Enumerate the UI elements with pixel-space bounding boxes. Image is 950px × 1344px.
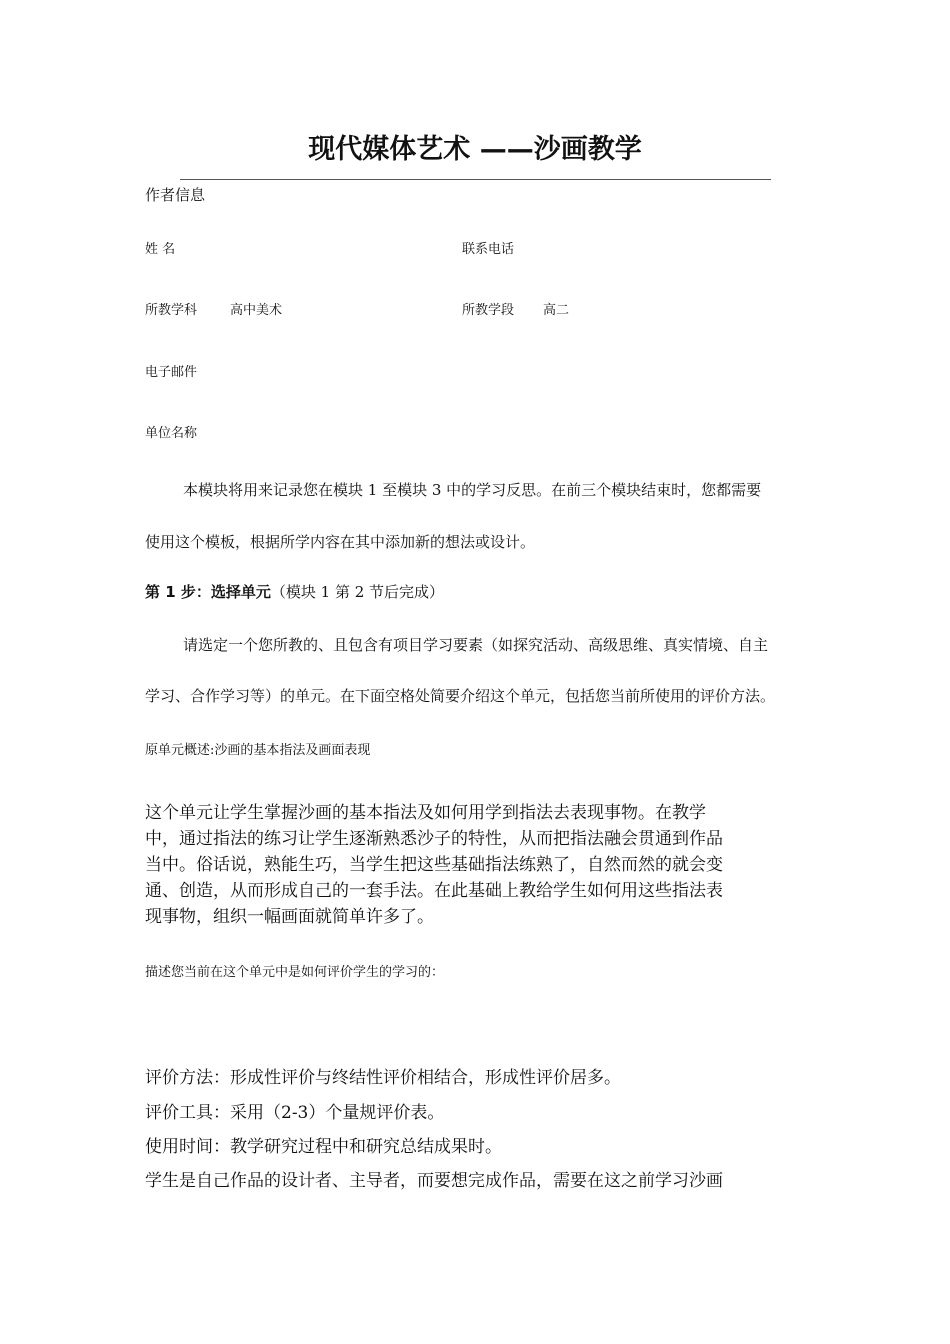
overview-label: 原单元概述:沙画的基本指法及画面表现 [145, 743, 371, 758]
step1-heading [145, 581, 444, 603]
step1-line-1: 请选定一个您所教的、且包含有项目学习要素（如探究活动、高级思维、真实情境、自主 [183, 636, 769, 654]
author-info-heading: 作者信息 [145, 186, 206, 204]
step1-line-2: 学习、合作学习等）的单元。在下面空格处简要介绍这个单元，包括您当前所使用的评价方法。 [145, 687, 776, 705]
overview-paragraph [145, 800, 805, 930]
overview-line: 通、创造，从而形成自己的一套手法。在此基础上教给学生如何用这些指法表 [145, 881, 723, 901]
grade-value: 高二 [543, 303, 570, 318]
step1-note: （模块 1 第 2 节后完成） [270, 583, 445, 601]
step1-title: 第 1 步：选择单元 [145, 583, 271, 601]
overview-line: 中，通过指法的练习让学生逐渐熟悉沙子的特性，从而把指法融会贯通到作品 [145, 829, 723, 849]
grade-label: 所教学段 [462, 303, 515, 318]
unit-label: 单位名称 [145, 426, 198, 441]
intro-line-1: 本模块将用来记录您在模块 1 至模块 3 中的学习反思。在前三个模块结束时，您都需要 [183, 481, 762, 499]
evaluation-method: 评价方法：形成性评价与终结性评价相结合，形成性评价居多。 [145, 1068, 621, 1088]
evaluation-label: 描述您当前在这个单元中是如何评价学生的学习的： [145, 965, 445, 980]
page-title: 现代媒体艺术 ——沙画教学 [308, 134, 642, 165]
overview-line: 当中。俗话说，熟能生巧，当学生把这些基础指法练熟了，自然而然的就会变 [145, 855, 723, 875]
evaluation-time: 使用时间：教学研究过程中和研究总结成果时。 [145, 1137, 502, 1157]
subject-value: 高中美术 [230, 303, 283, 318]
overview-line: 现事物，组织一幅画面就简单许多了。 [145, 907, 434, 927]
evaluation-student: 学生是自己作品的设计者、主导者，而要想完成作品，需要在这之前学习沙画 [145, 1171, 723, 1191]
evaluation-tool: 评价工具：采用（2-3）个量规评价表。 [145, 1103, 445, 1123]
name-label: 姓 名 [145, 242, 176, 257]
subject-label: 所教学科 [145, 303, 198, 318]
phone-label: 联系电话 [462, 242, 515, 257]
intro-line-2: 使用这个模板，根据所学内容在其中添加新的想法或设计。 [145, 533, 536, 551]
overview-line: 这个单元让学生掌握沙画的基本指法及如何用学到指法去表现事物。在教学 [145, 803, 706, 823]
email-label: 电子邮件 [145, 365, 198, 380]
title-underline [180, 179, 771, 180]
